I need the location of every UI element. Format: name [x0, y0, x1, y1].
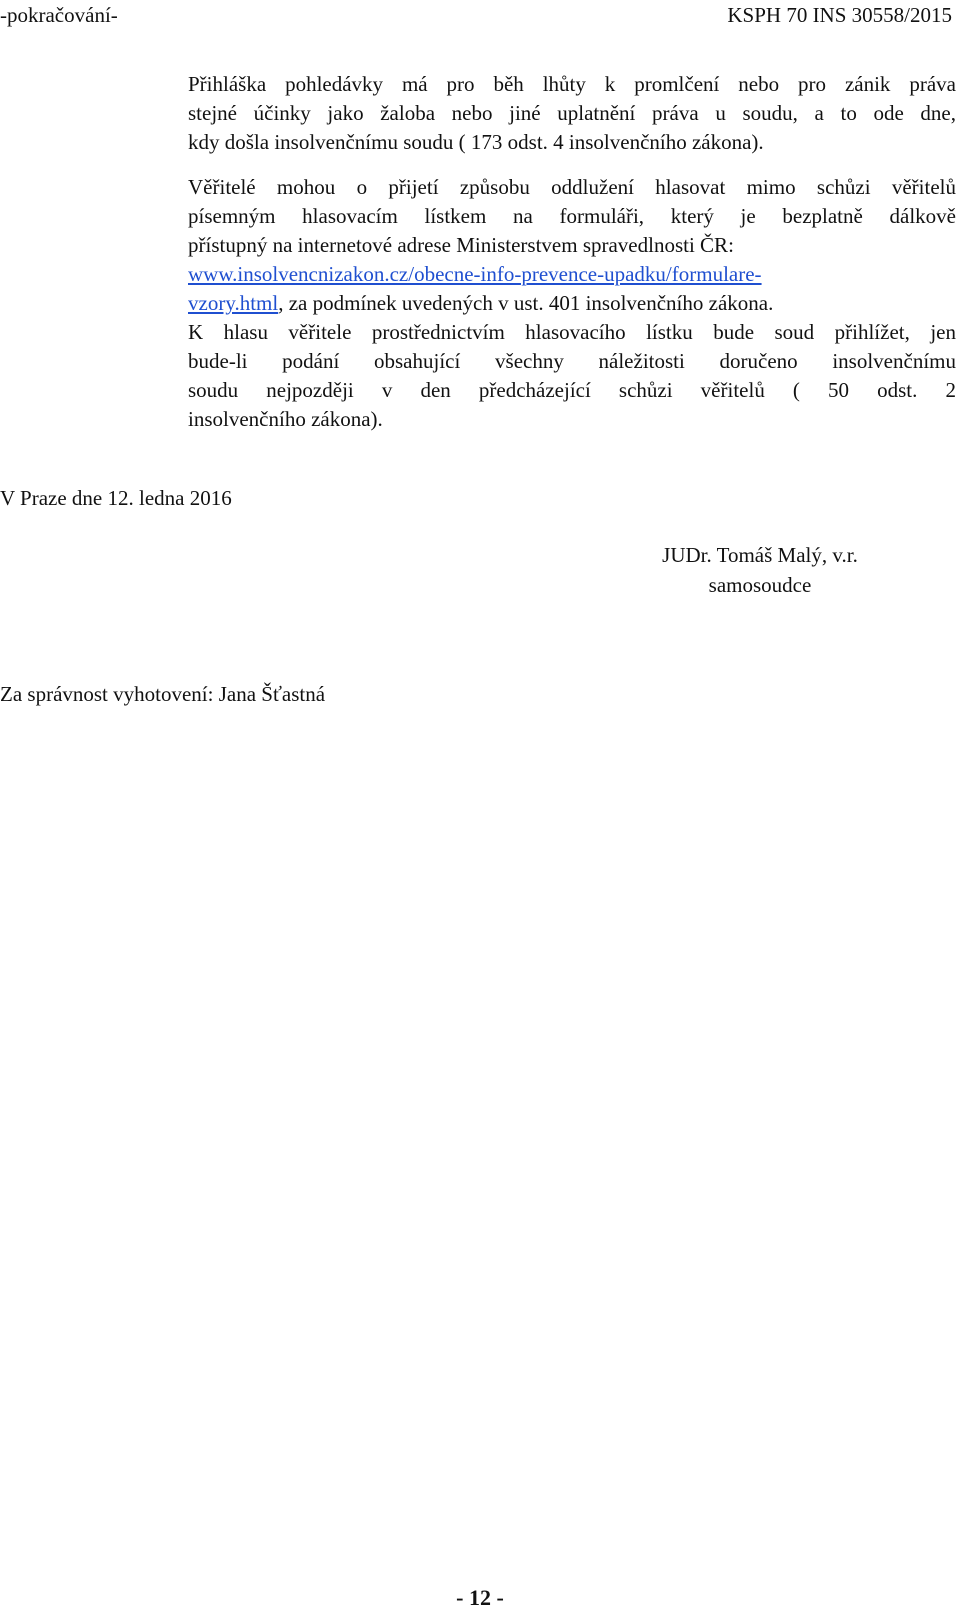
certification-line: Za správnost vyhotovení: Jana Šťastná	[0, 682, 326, 706]
insolvency-forms-link[interactable]: www.insolvencnizakon.cz/obecne-info-prevence-upadku/formulare-	[188, 262, 762, 286]
link-trailing-text: , za podmínek uvedených v ust. 401 insolvenčního zákona.	[278, 291, 774, 315]
judge-name: JUDr. Tomáš Malý, v.r.	[662, 543, 858, 567]
header-continuation: -pokračování-	[0, 3, 118, 27]
paragraph-line: soudu nejpozději v den předcházející schůzi věřitelů ( 50 odst. 2	[188, 378, 956, 402]
signature-block	[640, 540, 880, 600]
judge-role: samosoudce	[708, 573, 812, 597]
insolvency-forms-link-continuation[interactable]: vzory.html	[188, 291, 279, 315]
paragraph-claim-effects	[188, 70, 956, 157]
case-number: KSPH 70 INS 30558/2015	[727, 3, 952, 27]
paragraph-line: Věřitelé mohou o přijetí způsobu oddlužení hlasovat mimo schůzi věřitelů	[188, 175, 956, 199]
paragraph-line: kdy došla insolvenčnímu soudu ( 173 odst. 4 insolvenčního zákona).	[188, 130, 764, 154]
paragraph-line: insolvenčního zákona).	[188, 407, 383, 431]
paragraph-line: Přihláška pohledávky má pro běh lhůty k promlčení nebo pro zánik práva	[188, 72, 956, 96]
place-and-date: V Praze dne 12. ledna 2016	[0, 486, 232, 510]
page-number: - 12 -	[456, 1585, 504, 1610]
paragraph-line: bude-li podání obsahující všechny náležitosti doručeno insolvenčnímu	[188, 349, 956, 373]
paragraph-line: stejné účinky jako žaloba nebo jiné uplatnění práva u soudu, a to ode dne,	[188, 101, 956, 125]
paragraph-voting	[188, 173, 956, 434]
paragraph-line: písemným hlasovacím lístkem na formuláři, který je bezplatně dálkově	[188, 204, 956, 228]
paragraph-line: přístupný na internetové adrese Ministerstvem spravedlnosti ČR:	[188, 233, 734, 257]
paragraph-line	[188, 289, 956, 318]
paragraph-line	[188, 260, 956, 289]
paragraph-line: K hlasu věřitele prostřednictvím hlasovacího lístku bude soud přihlížet, jen	[188, 320, 956, 344]
